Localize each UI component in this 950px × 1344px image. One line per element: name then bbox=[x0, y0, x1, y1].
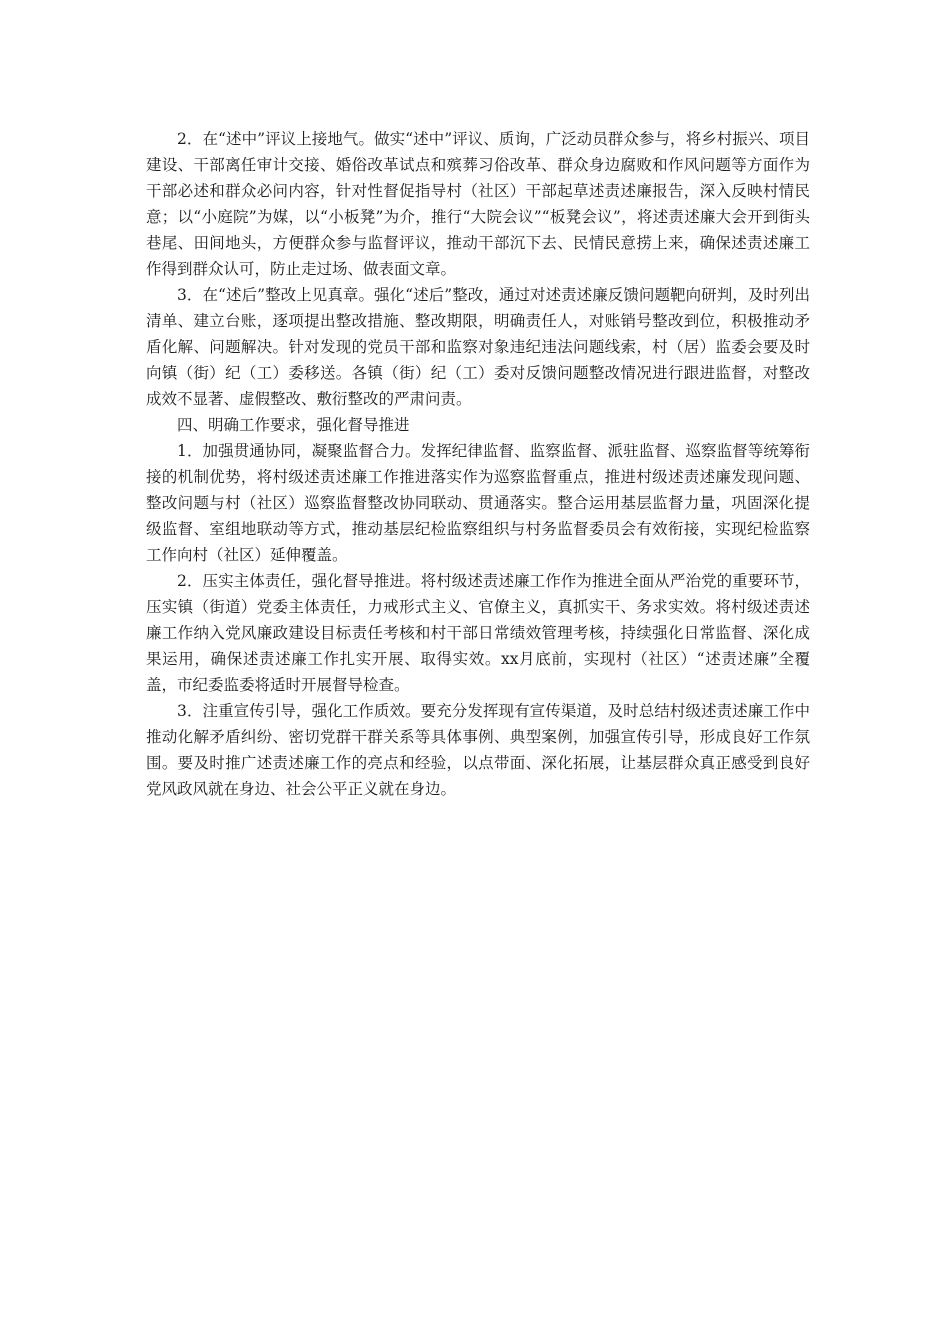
paragraph-responsibility: 2．压实主体责任，强化督导推进。将村级述责述廉工作作为推进全面从严治党的重要环节，压实镇（街道）党委主体责任，力戒形式主义、官僚主义，真抓实干、务求实效。将村级述责述廉工作纳入党风廉政建设目标责任考核和村干部日常绩效管理考核，持续强化日常监督、深化成果运用，确保述责述廉工作扎实开展、取得实效。xx月底前，实现村（社区）“述责述廉”全覆盖，市纪委监委将适时开展督导检查。 bbox=[146, 572, 810, 694]
paragraph-discussion-evaluation: 2．在“述中”评议上接地气。做实“述中”评议、质询，广泛动员群众参与，将乡村振兴、项目建设、干部离任审计交接、婚俗改革试点和殡葬习俗改革、群众身边腐败和作风问题等方面作为干部必述和群众必问内容，针对性督促指导村（社区）干部起草述责述廉报告，深入反映村情民意；以“小庭院”为媒，以“小板凳”为介，推行“大院会议”“板凳会议”，将述责述廉大会开到街头巷尾、田间地头，方便群众参与监督评议，推动干部沉下去、民情民意捞上来，确保述责述廉工作得到群众认可，防止走过场、做表面文章。 bbox=[146, 130, 810, 278]
paragraph-post-rectification: 3．在“述后”整改上见真章。强化“述后”整改，通过对述责述廉反馈问题靶向研判，及时列出清单、建立台账，逐项提出整改措施、整改期限，明确责任人，对账销号整改到位，积极推动矛盾化解、问题解决。针对发现的党员干部和监察对象违纪违法问题线索，村（居）监委会要及时向镇（街）纪（工）委移送。各镇（街）纪（工）委对反馈问题整改情况进行跟进监督，对整改成效不显著、虚假整改、敷衍整改的严肃问责。 bbox=[146, 286, 810, 408]
section-heading-work-requirements: 四、明确工作要求，强化督导推进 bbox=[177, 416, 410, 434]
paragraph-coordination: 1．加强贯通协同，凝聚监督合力。发挥纪律监督、监察监督、派驻监督、巡察监督等统筹衔接的机制优势，将村级述责述廉工作推进落实作为巡察监督重点，推进村级述责述廉发现问题、整改问题与村（社区）巡察监督整改协同联动、贯通落实。整合运用基层监督力量，巩固深化提级监督、室组地联动等方式，推动基层纪检监察组织与村务监督委员会有效衔接，实现纪检监察工作向村（社区）延伸覆盖。 bbox=[146, 442, 810, 564]
paragraph-publicity: 3．注重宣传引导，强化工作质效。要充分发挥现有宣传渠道，及时总结村级述责述廉工作中推动化解矛盾纠纷、密切党群干群关系等具体事例、典型案例，加强宣传引导，形成良好工作氛围。要及时推广述责述廉工作的亮点和经验，以点带面、深化拓展，让基层群众真正感受到良好党风政风就在身边、社会公平正义就在身边。 bbox=[146, 702, 810, 798]
document-body bbox=[146, 126, 810, 802]
